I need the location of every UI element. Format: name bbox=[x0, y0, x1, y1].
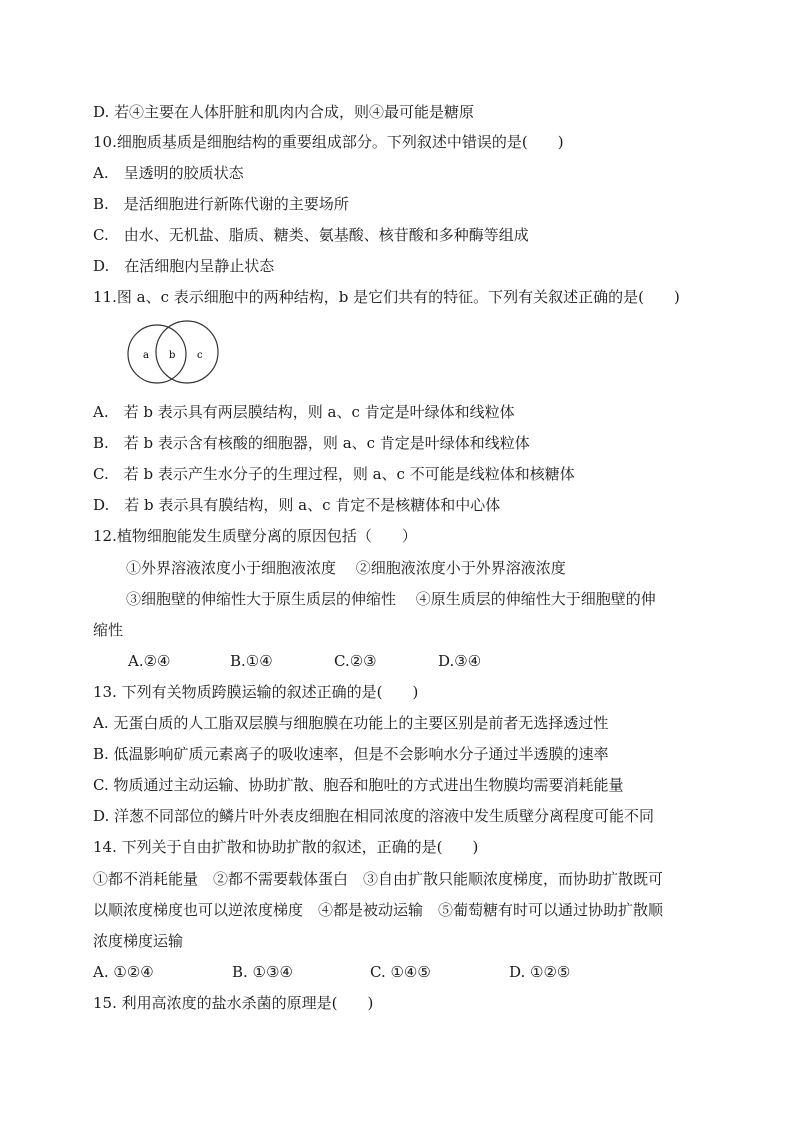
venn-label-a: a bbox=[143, 350, 149, 361]
q14-option-c: C. ①④⑤ bbox=[370, 963, 431, 981]
q14-option-d: D. ①②⑤ bbox=[509, 963, 571, 981]
q10-stem: 10.细胞质基质是细胞结构的重要组成部分。下列叙述中错误的是( ) bbox=[93, 133, 564, 151]
q10-option-c: C. 由水、无机盐、脂质、糖类、氨基酸、核苷酸和多种酶等组成 bbox=[93, 226, 529, 244]
q14-stem: 14. 下列关于自由扩散和协助扩散的叙述，正确的是( ) bbox=[93, 838, 479, 856]
venn-diagram bbox=[126, 318, 222, 388]
q15-stem: 15. 利用高浓度的盐水杀菌的原理是( ) bbox=[93, 994, 374, 1012]
q10-option-a: A. 呈透明的胶质状态 bbox=[93, 164, 244, 182]
q10-option-d: D. 在活细胞内呈静止状态 bbox=[93, 257, 275, 275]
q14-statements-3: 浓度梯度运输 bbox=[93, 932, 184, 950]
q14-statements-1: ①都不消耗能量 ②都不需要载体蛋白 ③自由扩散只能顺浓度梯度，而协助扩散既可 bbox=[93, 870, 664, 888]
q11-option-a: A. 若 b 表示具有两层膜结构，则 a、c 肯定是叶绿体和线粒体 bbox=[93, 403, 515, 421]
q13-stem: 13. 下列有关物质跨膜运输的叙述正确的是( ) bbox=[93, 683, 419, 701]
q12-option-b: B.①④ bbox=[230, 652, 273, 670]
venn-label-b: b bbox=[169, 350, 176, 361]
q12-statement-1: ①外界溶液浓度小于细胞液浓度 ②细胞液浓度小于外界溶液浓度 bbox=[126, 559, 566, 577]
q9-option-d: D. 若④主要在人体肝脏和肌肉内合成，则④最可能是糖原 bbox=[93, 103, 475, 121]
q14-option-a: A. ①②④ bbox=[93, 963, 154, 981]
q14-statements-2: 以顺浓度梯度也可以逆浓度梯度 ④都是被动运输 ⑤葡萄糖有时可以通过协助扩散顺 bbox=[93, 901, 664, 919]
q13-option-c: C. 物质通过主动运输、协助扩散、胞吞和胞吐的方式进出生物膜均需要消耗能量 bbox=[93, 776, 624, 794]
q11-option-c: C. 若 b 表示产生水分子的生理过程，则 a、c 不可能是线粒体和核糖体 bbox=[93, 465, 575, 483]
q11-stem: 11.图 a、c 表示细胞中的两种结构，b 是它们共有的特征。下列有关叙述正确的是( ) bbox=[93, 288, 680, 306]
q12-stem: 12.植物细胞能发生质壁分离的原因包括（ ） bbox=[93, 527, 417, 545]
q12-option-a: A.②④ bbox=[128, 652, 171, 670]
q13-option-b: B. 低温影响矿质元素离子的吸收速率，但是不会影响水分子通过半透膜的速率 bbox=[93, 745, 609, 763]
venn-label-c: c bbox=[197, 350, 203, 361]
q12-statement-3: 缩性 bbox=[93, 621, 124, 639]
q14-option-b: B. ①③④ bbox=[232, 963, 293, 981]
venn-circle-left bbox=[128, 325, 186, 383]
q12-statement-2: ③细胞壁的伸缩性大于原生质层的伸缩性 ④原生质层的伸缩性大于细胞壁的伸 bbox=[126, 590, 656, 608]
q10-option-b: B. 是活细胞进行新陈代谢的主要场所 bbox=[93, 195, 349, 213]
q12-option-c: C.②③ bbox=[334, 652, 377, 670]
q13-option-a: A. 无蛋白质的人工脂双层膜与细胞膜在功能上的主要区别是前者无选择透过性 bbox=[93, 714, 609, 732]
q13-option-d: D. 洋葱不同部位的鳞片叶外表皮细胞在相同浓度的溶液中发生质壁分离程度可能不同 bbox=[93, 807, 655, 825]
q11-option-b: B. 若 b 表示含有核酸的细胞器，则 a、c 肯定是叶绿体和线粒体 bbox=[93, 434, 530, 452]
q12-option-d: D.③④ bbox=[438, 652, 482, 670]
venn-circle-right bbox=[156, 321, 218, 383]
q11-option-d: D. 若 b 表示具有膜结构，则 a、c 肯定不是核糖体和中心体 bbox=[93, 496, 501, 514]
